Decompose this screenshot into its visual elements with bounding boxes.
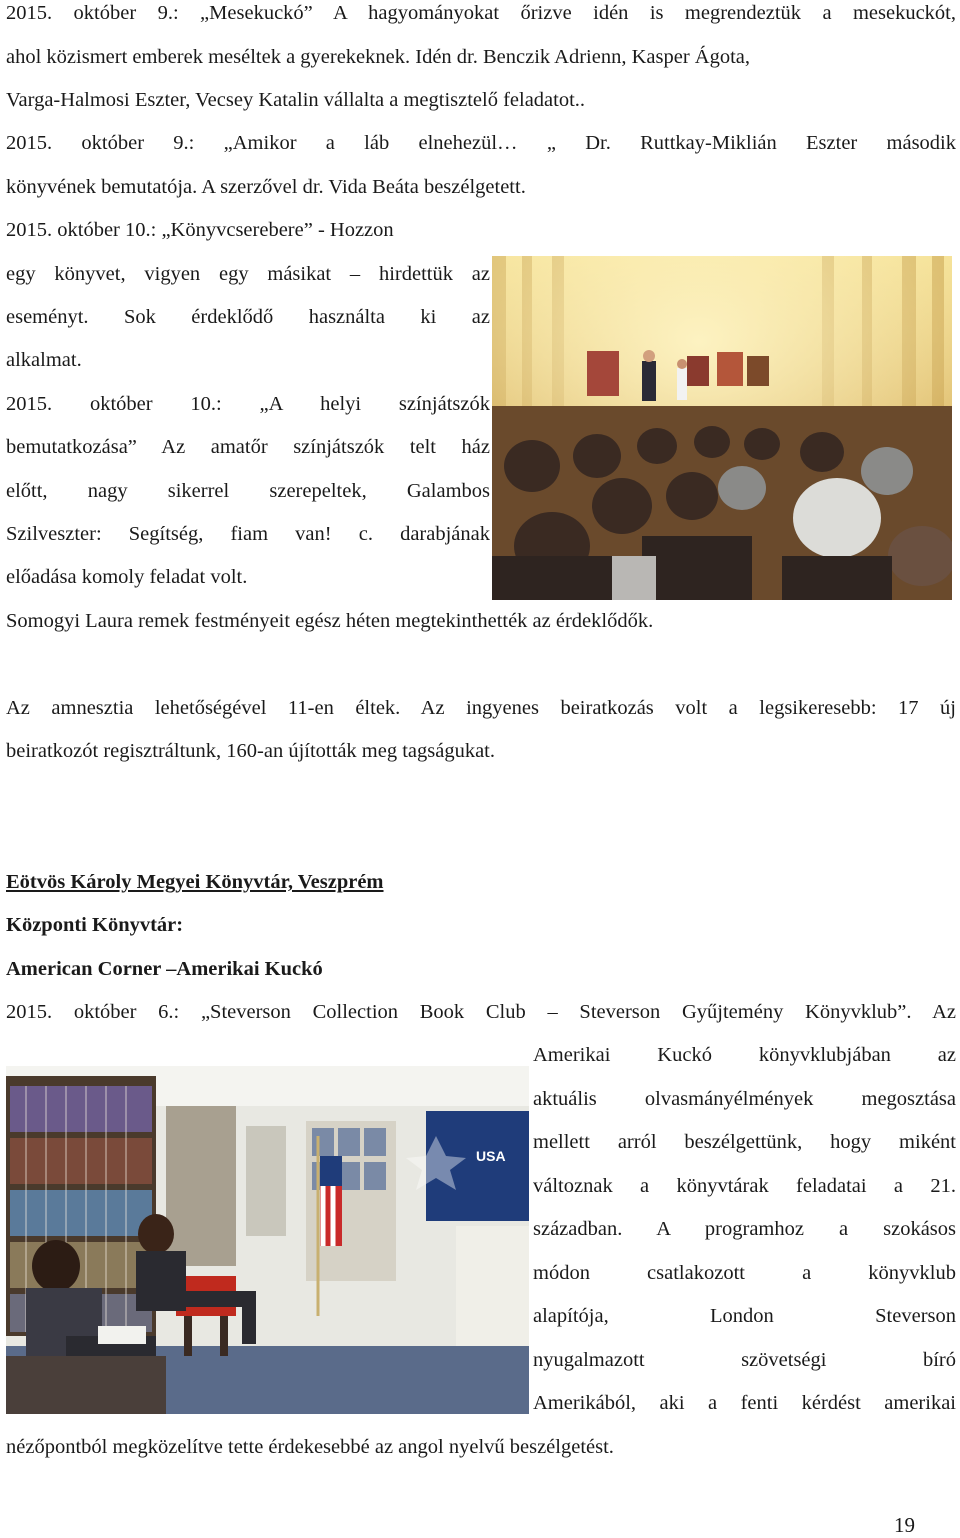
american-corner-photo (6, 1066, 529, 1414)
paragraph-line: aktuális olvasmányélmények megosztása (533, 1088, 956, 1110)
paragraph-line: egy könyvet, vigyen egy másikat – hirdettük az (6, 263, 490, 285)
paragraph-line: 2015. október 10.: „A helyi színjátszók (6, 393, 490, 415)
paragraph-line: 2015. október 9.: „Mesekuckó” A hagyományokat őrizve idén is megrendeztük a mesekuckót, (6, 2, 956, 24)
paragraph-line: előtt, nagy sikerrel szerepeltek, Galambos (6, 480, 490, 502)
paragraph-line: alkalmat. (6, 349, 82, 371)
theater-audience-photo (492, 256, 952, 600)
paragraph-line: században. A programhoz a szokásos (533, 1218, 956, 1240)
paragraph-line: Amerikai Kuckó könyvklubjában az (533, 1044, 956, 1066)
paragraph-line: Az amnesztia lehetőségével 11-en éltek. Az ingyenes beiratkozás volt a legsikeresebb: 17 új (6, 697, 956, 719)
paragraph-line: eseményt. Sok érdeklődő használta ki az (6, 306, 490, 328)
paragraph-line: bemutatkozása” Az amatőr színjátszók telt ház (6, 436, 490, 458)
paragraph-line: változnak a könyvtárak feladatai a 21. (533, 1175, 956, 1197)
paragraph-line: Amerikából, aki a fenti kérdést amerikai (533, 1392, 956, 1414)
paragraph-line: nyugalmazott szövetségi bíró (533, 1349, 956, 1371)
paragraph-line: Somogyi Laura remek festményeit egész héten megtekinthették az érdeklődők. (6, 610, 654, 632)
paragraph-line: előadása komoly feladat volt. (6, 566, 248, 588)
paragraph-line: 2015. október 10.: „Könyvcserebere” - Hozzon (6, 219, 394, 241)
paragraph-line: alapítója, London Steverson (533, 1305, 956, 1327)
section-heading-central: Központi Könyvtár: (6, 914, 184, 936)
paragraph-line: 2015. október 9.: „Amikor a láb elnehezül… „ Dr. Ruttkay-Miklián Eszter második (6, 132, 956, 154)
paragraph-line: 2015. október 6.: „Steverson Collection Book Club – Steverson Gyűjtemény Könyvklub”. Az (6, 1001, 956, 1023)
paragraph-line: ahol közismert emberek meséltek a gyerekeknek. Idén dr. Benczik Adrienn, Kasper Ágota, (6, 46, 750, 68)
usa-sign-text: USA (476, 1148, 506, 1164)
paragraph-line: beiratkozót regisztráltunk, 160-an újították meg tagságukat. (6, 740, 496, 762)
page-number: 19 (894, 1513, 915, 1537)
paragraph-line: Varga-Halmosi Eszter, Vecsey Katalin vállalta a megtisztelő feladatot.. (6, 89, 586, 111)
paragraph-line: könyvének bemutatója. A szerzővel dr. Vida Beáta beszélgetett. (6, 176, 526, 198)
paragraph-line: Szilveszter: Segítség, fiam van! c. darabjának (6, 523, 490, 545)
section-heading-library: Eötvös Károly Megyei Könyvtár, Veszprém (6, 871, 384, 893)
paragraph-line: módon csatlakozott a könyvklub (533, 1262, 956, 1284)
section-heading-corner: American Corner –Amerikai Kuckó (6, 958, 323, 980)
paragraph-line: nézőpontból megközelítve tette érdekesebbé az angol nyelvű beszélgetést. (6, 1436, 614, 1458)
paragraph-line: mellett arról beszélgettünk, hogy miként (533, 1131, 956, 1153)
